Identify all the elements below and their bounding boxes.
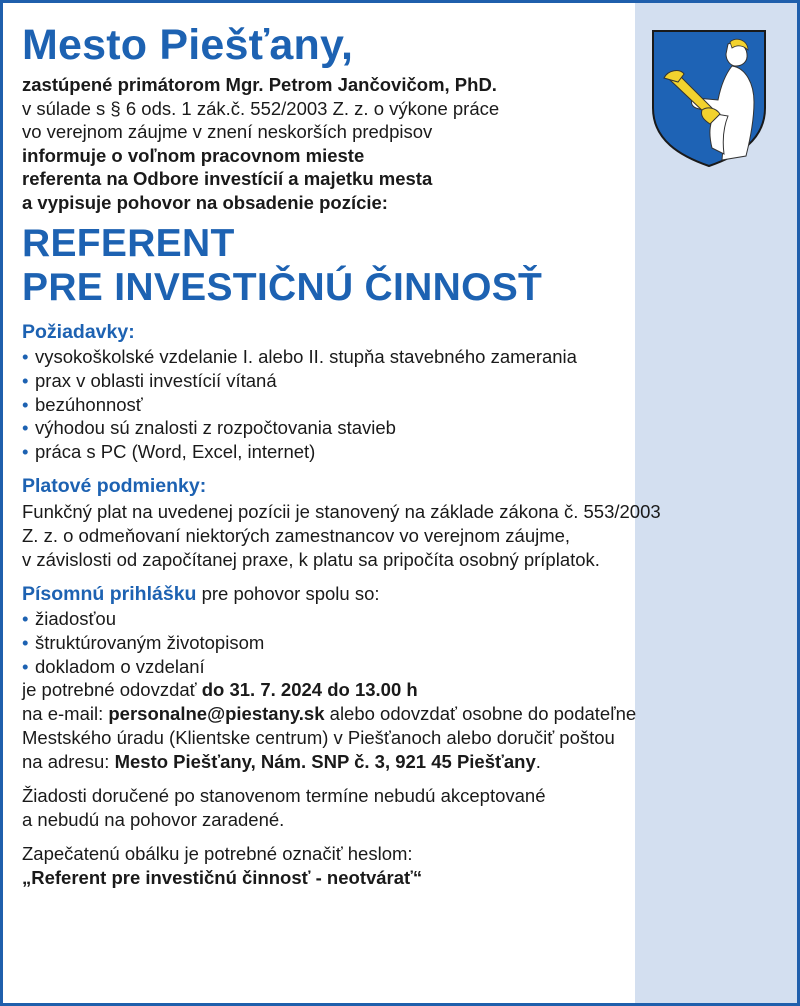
requirement-item: • bezúhonnosť: [22, 393, 792, 417]
email-prefix: na e-mail:: [22, 703, 109, 725]
email-suffix: alebo odovzdať osobne do podateľne: [324, 703, 637, 725]
application-item: • dokladom o vzdelaní: [22, 655, 792, 679]
notice-content: [22, 18, 792, 890]
intro-line-1: zastúpené primátorom Mgr. Petrom Jančovičom, PhD.: [22, 74, 497, 95]
requirement-item: • výhodou sú znalosti z rozpočtovania stavieb: [22, 416, 792, 440]
postal-address: Mesto Piešťany, Nám. SNP č. 3, 921 45 Piešťany: [114, 751, 536, 773]
salary-text: [22, 500, 792, 572]
page-title: Mesto Piešťany,: [22, 21, 354, 69]
application-heading-rest: pre pohovor spolu so:: [196, 582, 380, 604]
requirements-heading: Požiadavky:: [22, 321, 135, 343]
late-notice: [22, 784, 792, 832]
application-item: • štruktúrovaným životopisom: [22, 631, 792, 655]
address-line: [22, 750, 792, 774]
salary-line-3: v závislosti od započítanej praxe, k platu sa pripočíta osobný príplatok.: [22, 548, 600, 570]
intro-line-4: informuje o voľnom pracovnom mieste: [22, 144, 365, 166]
position-line-2: PRE INVESTIČNÚ ČINNOSŤ: [22, 266, 543, 309]
requirements-list: [22, 345, 792, 464]
email-address[interactable]: personalne@piestany.sk: [108, 703, 325, 725]
deadline-line: [22, 678, 792, 702]
requirement-item: • vysokoškolské vzdelanie I. alebo II. stupňa stavebného zamerania: [22, 345, 792, 369]
application-heading: Písomnú prihlášku: [22, 582, 197, 605]
deadline-date: do 31. 7. 2024 do 13.00 h: [201, 679, 418, 701]
salary-line-1: Funkčný plat na uvedenej pozícii je stanovený na základe zákona č. 553/2003: [22, 500, 661, 522]
envelope-password: „Referent pre investičnú činnosť - neotvárať“: [22, 867, 423, 889]
requirement-item: • práca s PC (Word, Excel, internet): [22, 440, 792, 464]
envelope-line-1: Zapečatenú obálku je potrebné označiť heslom:: [22, 843, 413, 865]
late-notice-line-2: a nebudú na pohovor zaradené.: [22, 809, 285, 831]
intro-block: [22, 73, 792, 214]
application-list: [22, 607, 792, 678]
address-suffix: .: [535, 751, 541, 773]
application-details: [22, 678, 792, 774]
address-prefix: na adresu:: [22, 751, 115, 773]
position-title: [22, 222, 792, 310]
office-line: Mestského úradu (Klientske centrum) v Piešťanoch alebo doručiť poštou: [22, 727, 615, 749]
application-heading-line: [22, 582, 792, 606]
application-item: • žiadosťou: [22, 607, 792, 631]
late-notice-line-1: Žiadosti doručené po stanovenom termíne nebudú akceptované: [22, 785, 546, 807]
envelope-notice: [22, 842, 792, 890]
intro-line-5: referenta na Odbore investícií a majetku mesta: [22, 168, 433, 189]
position-line-1: REFERENT: [22, 222, 235, 265]
email-line: [22, 702, 792, 726]
requirement-item: • prax v oblasti investícií vítaná: [22, 369, 792, 393]
intro-line-3: vo verejnom záujme v znení neskorších predpisov: [22, 121, 433, 142]
deadline-prefix: je potrebné odovzdať: [22, 679, 202, 701]
salary-line-2: Z. z. o odmeňovaní niektorých zamestnancov vo verejnom záujme,: [22, 524, 571, 546]
intro-line-2: v súlade s § 6 ods. 1 zák.č. 552/2003 Z. z. o výkone práce: [22, 97, 500, 119]
intro-line-6: a vypisuje pohovor na obsadenie pozície:: [22, 191, 388, 213]
salary-heading: Platové podmienky:: [22, 474, 207, 497]
